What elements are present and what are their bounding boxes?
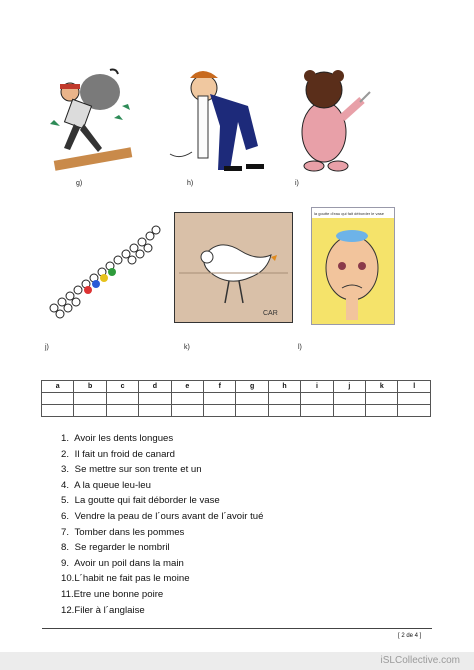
list-item-number: 4.	[61, 479, 70, 491]
answer-cell[interactable]	[301, 393, 333, 405]
answer-cell[interactable]	[171, 405, 203, 417]
list-item-text: Il fait un froid de canard	[74, 448, 175, 460]
picture-j-queue	[44, 220, 162, 320]
table-header-cell: i	[301, 381, 333, 393]
answer-cell[interactable]	[366, 393, 398, 405]
list-item	[61, 493, 263, 509]
picture-l-drop	[311, 207, 395, 325]
list-item-number: 3.	[61, 464, 70, 476]
caption-i: i)	[295, 180, 299, 187]
table-header-cell: d	[139, 381, 171, 393]
page-number: [ 2 de 4 ]	[398, 633, 422, 639]
list-item-text: Se regarder le nombril	[74, 542, 170, 554]
table-answer-row	[42, 393, 431, 405]
picture-h-long-teeth	[160, 66, 275, 174]
table-header-cell: j	[333, 381, 365, 393]
picture-l-speech: la goutte d'eau qui fait déborder le vase	[314, 211, 384, 216]
answer-cell[interactable]	[204, 405, 236, 417]
list-item-text: Avoir les dents longues	[74, 433, 174, 444]
table-header-row	[42, 381, 431, 393]
caption-l: l)	[298, 344, 302, 351]
list-item	[61, 525, 263, 541]
list-item-text: Filer à l´anglaise	[74, 604, 145, 616]
table-header-cell: f	[204, 381, 236, 393]
list-item	[61, 447, 263, 463]
answer-cell[interactable]	[139, 405, 171, 417]
table-header-cell: g	[236, 381, 268, 393]
table-header-cell: l	[398, 381, 431, 393]
list-item-text: A la queue leu-leu	[74, 479, 151, 491]
list-item-number: 8.	[61, 542, 70, 554]
list-item-number: 9.	[61, 557, 70, 569]
list-item-number: 6.	[61, 510, 70, 522]
list-item-text: Avoir un poil dans la main	[74, 557, 184, 569]
caption-h: h)	[187, 180, 194, 187]
answer-cell[interactable]	[236, 393, 268, 405]
answer-cell[interactable]	[139, 393, 171, 405]
caption-g: g)	[76, 180, 83, 187]
answer-cell[interactable]	[398, 405, 431, 417]
table-header-cell: h	[268, 381, 300, 393]
caption-j: j)	[45, 344, 49, 351]
answer-cell[interactable]	[204, 393, 236, 405]
answer-cell[interactable]	[74, 393, 106, 405]
answer-cell[interactable]	[333, 393, 365, 405]
watermark-bar	[0, 652, 474, 670]
list-item-text: Etre une bonne poire	[73, 588, 164, 600]
answer-cell[interactable]	[268, 405, 300, 417]
table-header-cell: b	[74, 381, 106, 393]
list-item-number: 12.	[61, 604, 75, 616]
picture-i-bear	[290, 62, 374, 176]
watermark-text: iSLCollective.com	[380, 655, 460, 666]
answer-cell[interactable]	[398, 393, 431, 405]
answer-cell[interactable]	[236, 405, 268, 417]
footer-divider	[42, 628, 432, 629]
list-item-number: 11.	[61, 588, 74, 600]
list-item	[61, 556, 263, 572]
list-item-text: La goutte qui fait déborder le vase	[74, 495, 220, 507]
answer-cell[interactable]	[171, 393, 203, 405]
table-header-cell: c	[106, 381, 138, 393]
answer-cell[interactable]	[74, 405, 106, 417]
list-item-text: Vendre la peau de l´ours avant de l´avoir tué	[74, 510, 264, 522]
answer-cell[interactable]	[366, 405, 398, 417]
answer-table	[41, 380, 431, 417]
table-header-cell: e	[171, 381, 203, 393]
list-item	[61, 431, 263, 447]
list-item-number: 10.	[61, 573, 75, 585]
list-item-text: L´habit ne fait pas le moine	[74, 573, 190, 585]
list-item	[61, 462, 263, 478]
list-item	[61, 587, 263, 603]
list-item-text: Tomber dans les pommes	[74, 526, 185, 538]
list-item-number: 1.	[61, 433, 70, 444]
list-item	[61, 478, 263, 494]
answer-cell[interactable]	[42, 405, 74, 417]
picture-g-thief	[40, 62, 140, 174]
list-item	[61, 540, 263, 556]
answer-cell[interactable]	[106, 393, 138, 405]
list-item	[61, 571, 263, 587]
table-answer-row	[42, 405, 431, 417]
list-item	[61, 509, 263, 525]
caption-k: k)	[184, 344, 190, 351]
answer-cell[interactable]	[106, 405, 138, 417]
list-item	[61, 603, 263, 619]
list-item-number: 5.	[61, 495, 70, 507]
list-item-number: 2.	[61, 448, 70, 460]
answer-cell[interactable]	[42, 393, 74, 405]
picture-k-signature: CAR	[263, 310, 278, 317]
table-header-cell: k	[366, 381, 398, 393]
expressions-list	[61, 431, 263, 618]
table-header-cell: a	[42, 381, 74, 393]
picture-k-chicken	[174, 212, 293, 323]
answer-cell[interactable]	[268, 393, 300, 405]
answer-cell[interactable]	[333, 405, 365, 417]
list-item-number: 7.	[61, 526, 70, 538]
list-item-text: Se mettre sur son trente et un	[74, 464, 202, 476]
answer-cell[interactable]	[301, 405, 333, 417]
